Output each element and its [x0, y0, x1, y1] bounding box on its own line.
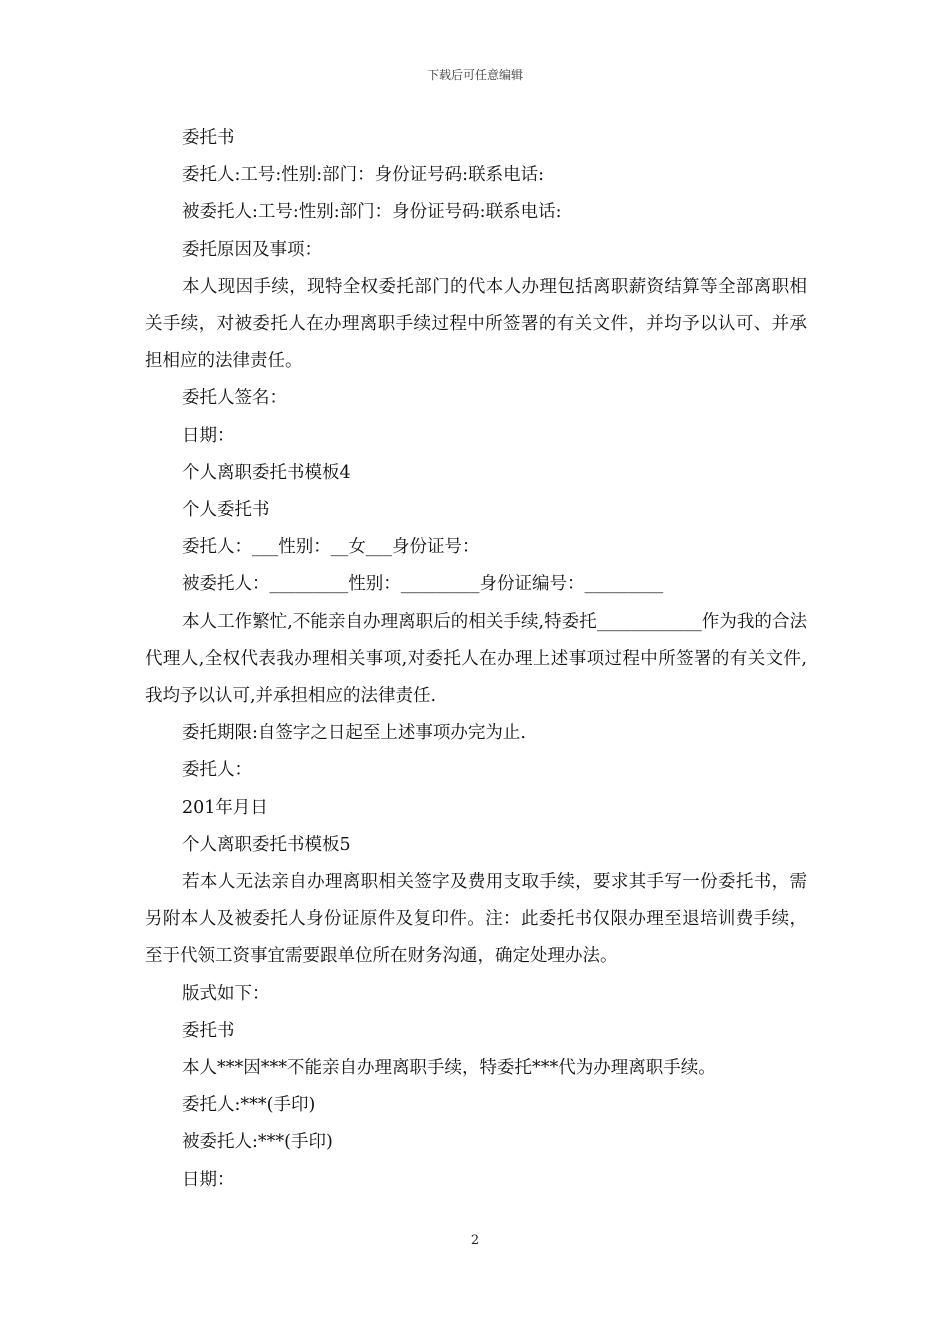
paragraph-14: 委托人：	[182, 760, 252, 781]
page-number: 2	[470, 1233, 480, 1248]
document-body	[145, 120, 807, 1199]
paragraph-18: 版式如下：	[182, 983, 270, 1004]
paragraph-23: 日期：	[182, 1169, 235, 1190]
paragraph-20: 本人***因***不能亲自办理离职手续，特委托***代为办理离职手续。	[182, 1058, 716, 1079]
paragraph-11: 被委托人：_________性别：_________身份证编号：_________	[182, 574, 664, 595]
paragraph-12: 本人工作繁忙,不能亲自办理离职后的相关手续,特委托____________作为我的合法代理人,全权代表我办理相关事项,对委托人在办理上述事项过程中所签署的有关文件,我均予以认可,并承担相应的法律责任.	[145, 611, 807, 707]
paragraph-22: 被委托人:***(手印)	[182, 1132, 333, 1153]
paragraph-15: 201年月日	[182, 797, 268, 818]
paragraph-1: 委托书	[182, 128, 235, 148]
paragraph-7: 日期：	[182, 425, 235, 446]
paragraph-16: 个人离职委托书模板5	[182, 834, 351, 855]
paragraph-21: 委托人:***(手印)	[182, 1095, 316, 1116]
paragraph-5: 本人现因手续，现特全权委托部门的代本人办理包括离职薪资结算等全部离职相关手续，对被委托人在办理离职手续过程中所签署的有关文件，并均予以认可、并承担相应的法律责任。	[145, 276, 807, 372]
paragraph-6: 委托人签名：	[182, 388, 287, 409]
paragraph-4: 委托原因及事项：	[182, 239, 322, 260]
page-header: 下载后可任意编辑	[426, 68, 523, 82]
paragraph-8: 个人离职委托书模板4	[182, 462, 351, 483]
paragraph-17: 若本人无法亲自办理离职相关签字及费用支取手续，要求其手写一份委托书，需另附本人及被委托人身份证原件及复印件。注：此委托书仅限办理至退培训费手续，至于代领工资事宜需要跟单位所在财务沟通，确定处理办法。	[145, 872, 807, 967]
paragraph-10: 委托人：___性别：__女___身份证号：	[182, 537, 480, 558]
paragraph-2: 委托人:工号:性别:部门：身份证号码:联系电话:	[182, 165, 544, 186]
paragraph-3: 被委托人:工号:性别:部门：身份证号码:联系电话:	[182, 202, 562, 223]
paragraph-13: 委托期限:自签字之日起至上述事项办完为止.	[182, 723, 526, 744]
paragraph-19: 委托书	[182, 1020, 235, 1041]
paragraph-9: 个人委托书	[182, 500, 270, 521]
